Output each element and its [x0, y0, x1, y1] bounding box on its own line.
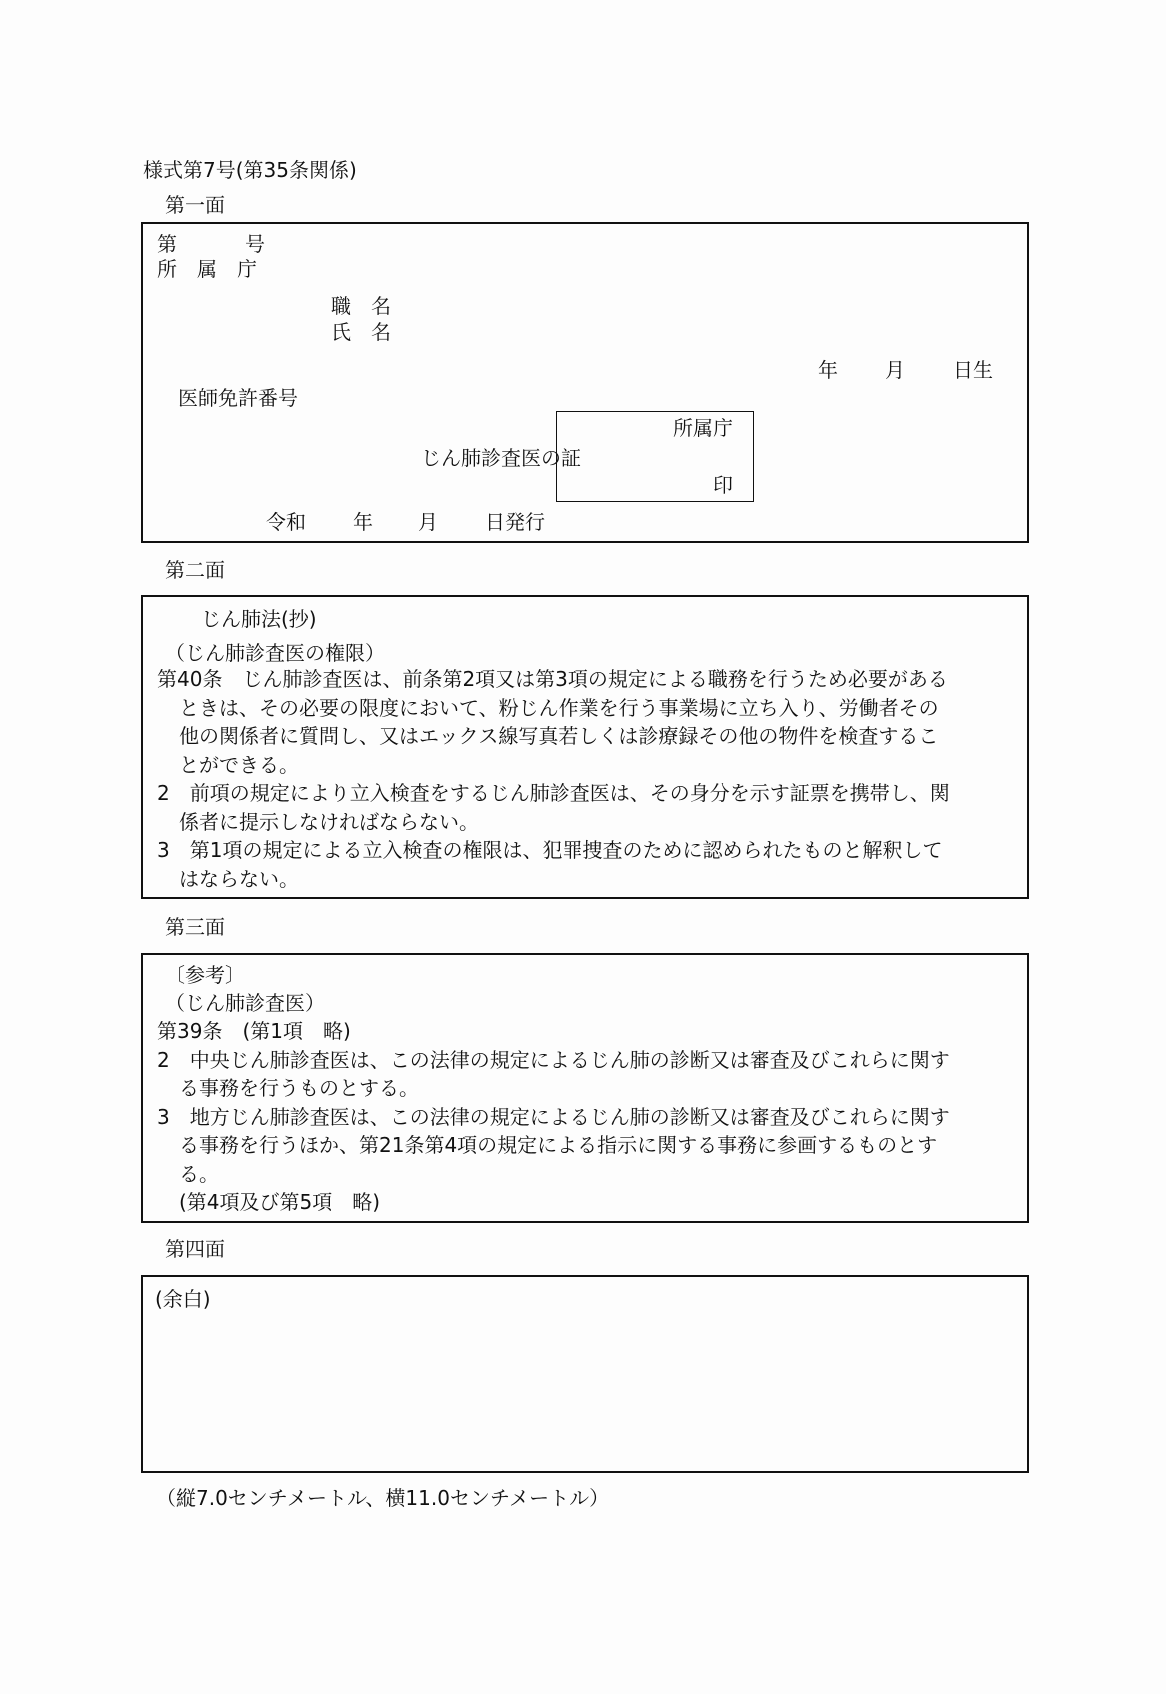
size-note: （縦7.0センチメートル、横11.0センチメートル）: [156, 1486, 610, 1510]
seal-label: 印: [713, 473, 733, 497]
face3-label: 第三面: [165, 915, 225, 939]
name-label: 氏 名: [331, 320, 391, 344]
text-line: はならない。: [179, 866, 299, 891]
issue-month-label: 月: [418, 510, 438, 534]
text-line: 第39条 (第1項 略): [157, 1019, 351, 1043]
law-title: じん肺法(抄): [201, 607, 317, 631]
article-caption: （じん肺診査医の権限）: [165, 641, 385, 665]
birth-year-label: 年: [818, 358, 838, 382]
face1-card: [141, 222, 1029, 543]
form-title: 様式第7号(第35条関係): [143, 158, 357, 182]
text-line: (第4項及び第5項 略): [179, 1190, 381, 1214]
birth-day-label: 日生: [953, 358, 993, 382]
birth-month-label: 月: [885, 358, 905, 382]
text-line: 第40条 じん肺診査医は、前条第2項又は第3項の規定による職務を行うため必要がある: [157, 667, 948, 691]
issue-era-label: 令和: [266, 510, 306, 534]
face4-card: [141, 1275, 1029, 1473]
text-line: とができる。: [179, 752, 299, 777]
certificate-number-prefix: 第: [157, 232, 177, 256]
blank-note: (余白): [155, 1287, 211, 1311]
article-40-text: [157, 665, 1017, 893]
face1-label: 第一面: [165, 193, 225, 217]
issue-day-label: 日発行: [485, 510, 545, 534]
article-caption: （じん肺診査医）: [165, 991, 325, 1015]
text-line: 係者に提示しなければならない。: [179, 809, 479, 834]
text-line: 2 中央じん肺診査医は、この法律の規定によるじん肺の診断又は審査及びこれらに関す: [157, 1047, 950, 1072]
text-line: る事務を行うほか、第21条第4項の規定による指示に関する事務に参画するものとす: [179, 1133, 938, 1157]
text-line: ときは、その必要の限度において、粉じん作業を行う事業場に立ち入り、労働者その: [179, 695, 939, 720]
license-number-label: 医師免許番号: [178, 386, 298, 410]
face2-card: [141, 595, 1029, 899]
face2-label: 第二面: [165, 558, 225, 582]
text-line: る事務を行うものとする。: [179, 1076, 419, 1100]
seal-box: [556, 411, 754, 502]
certificate-number-suffix: 号: [245, 232, 265, 256]
text-line: 他の関係者に質問し、又はエックス線写真若しくは診療録その他の物件を検査するこ: [179, 724, 939, 748]
text-line: 3 第1項の規定による立入検査の権限は、犯罪捜査のために認められたものと解釈して: [157, 838, 943, 862]
text-line: 3 地方じん肺診査医は、この法律の規定によるじん肺の診断又は審査及びこれらに関す: [157, 1104, 950, 1129]
job-title-label: 職 名: [331, 294, 391, 318]
text-line: 2 前項の規定により立入検査をするじん肺診査医は、その身分を示す証票を携帯し、関: [157, 781, 950, 805]
face4-label: 第四面: [165, 1237, 225, 1261]
text-line: る。: [179, 1161, 219, 1186]
seal-office-label: 所属庁: [673, 416, 733, 440]
affiliation-label: 所 属 庁: [157, 257, 257, 281]
issue-year-label: 年: [353, 510, 373, 534]
certificate-title: じん肺診査医の証: [421, 446, 581, 470]
reference-label: 〔参考〕: [165, 963, 245, 987]
article-39-text: [157, 1017, 1017, 1217]
face3-card: [141, 953, 1029, 1223]
